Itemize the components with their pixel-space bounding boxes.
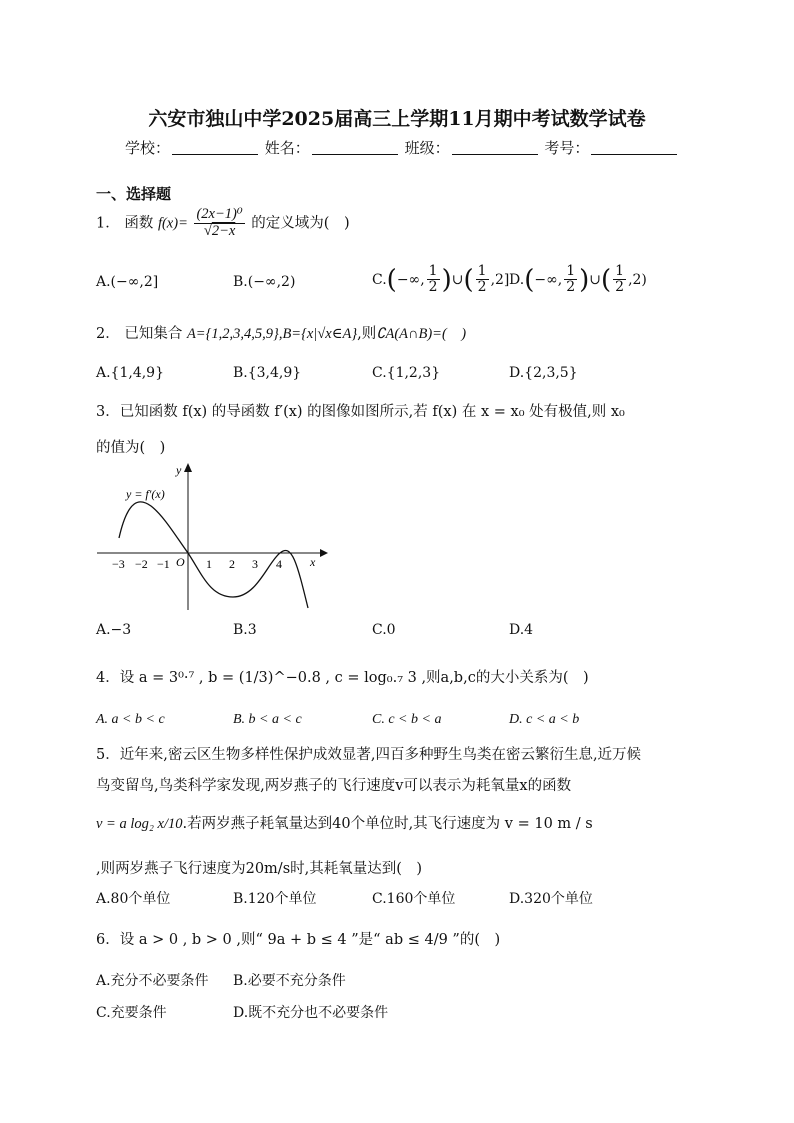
q1-numerator: (2x−1)⁰ [196,206,243,222]
q1-tail: 的定义域为( ) [251,215,350,232]
tick-neg1: −1 [157,557,170,571]
question-2 [96,322,466,343]
graph-x-label: x [310,555,316,569]
q3-option-b[interactable]: B.3 [233,622,257,638]
q2-text-b: ,B= [278,326,302,342]
q3-option-c[interactable]: C.0 [372,622,396,638]
q2-text-a: 已知集合 [124,326,183,342]
q3-line-2: 的值为( ) [96,440,166,456]
q5-option-b[interactable]: B.120个单位 [233,891,317,907]
q1-d-half2-den: 2 [615,279,625,296]
q6-text: 设 a > 0 , b > 0 ,则“ 9a + b ≤ 4 ”是“ ab ≤ 4/9 ”的( ) [119,932,501,948]
q2-option-a[interactable]: A.{1,4,9} [96,365,164,381]
q1-d-label: D. [509,271,525,288]
derivative-graph [92,458,332,618]
question-4 [96,666,589,687]
q4-number: 4． [96,670,120,686]
q5-text-1: 近年来,密云区生物多样性保护成效显著,四百多种野生鸟类在密云繁衍生息,近万候 [119,747,642,763]
q1-c-label: C. [372,271,387,288]
q2-option-c[interactable]: C.{1,2,3} [372,365,441,381]
q5-option-d[interactable]: D.320个单位 [509,891,593,907]
q1-d-cup: ∪ [589,271,601,288]
q1-option-b[interactable]: B.(−∞,2) [233,274,296,290]
name-label: 姓名： [264,139,310,157]
q1-c-cup: ∪ [451,271,464,288]
q1-c-half-num: 1 [428,263,438,279]
q6-option-b[interactable]: B.必要不充分条件 [233,973,346,989]
q5-line-2: 鸟变留鸟,鸟类科学家发现,两岁燕子的飞行速度v可以表示为耗氧量x的函数 [96,778,572,794]
q1-number: 1． [96,215,120,232]
graph-origin: O [176,555,185,569]
school-blank[interactable] [172,140,258,155]
q1-option-a[interactable]: A.(−∞,2] [96,274,159,290]
q2-option-b[interactable]: B.{3,4,9} [233,365,302,381]
q1-d-left: −∞, [534,271,563,288]
question-1 [96,207,350,240]
name-blank[interactable] [312,140,398,155]
q1-d-half-den: 2 [566,279,576,296]
q1-option-c[interactable]: C.(−∞, $\frac{1}{2}$ )∪( $\frac{1}{2}$ ,2] [372,263,510,296]
q5-line-4: ,则两岁燕子飞行速度为20m/s时,其耗氧量达到( ) [96,861,423,877]
q1-d-half-num: 1 [566,263,576,279]
q6-number: 6． [96,932,120,948]
q5-formula: v = a log₂ x/10 [96,816,183,832]
tick-2: 2 [229,557,235,571]
graph-y-label: y [176,463,182,477]
q1-fx: f(x)= [157,215,188,232]
q1-d-half2-num: 1 [615,263,625,279]
x-axis-arrow [320,549,328,557]
number-label: 考号： [544,139,590,157]
q1-c-right: ,2] [490,271,510,288]
q1-d-right: ,2) [628,271,647,288]
q3-option-a[interactable]: A.−3 [96,622,132,638]
q4-option-a[interactable]: A. a < b < c [96,712,165,727]
q6-option-c[interactable]: C.充要条件 [96,1005,167,1021]
q3-option-d[interactable]: D.4 [509,622,534,638]
q2-number: 2． [96,326,120,342]
q1-fraction [194,207,244,240]
y-axis-arrow [184,463,192,472]
q5-option-a[interactable]: A.80个单位 [96,891,171,907]
q2-set-a: A={1,2,3,4,5,9} [186,326,279,342]
question-6 [96,928,500,949]
q1-c-half-den: 2 [428,279,438,296]
school-label: 学校： [125,139,171,157]
q5-number: 5． [96,747,120,763]
q3-number: 3． [96,404,120,420]
q5-text-3: .若两岁燕子耗氧量达到40个单位时,其飞行速度为 v = 10 m / s [182,816,593,832]
q2-set-b: {x|√x∈A} [301,326,358,342]
number-blank[interactable] [591,140,677,155]
q2-text-c: ,则 [357,326,377,342]
q3-line-1 [96,400,625,421]
q1-c-left: −∞, [396,271,425,288]
graph-curve-label: y = f′(x) [126,487,165,501]
page-title: 六安市独山中学2025届高三上学期11月期中考试数学试卷 [148,108,646,130]
q4-option-b[interactable]: B. b < a < c [233,712,302,727]
q1-c-half2-den: 2 [477,279,487,296]
tick-1: 1 [206,557,212,571]
tick-3: 3 [252,557,258,571]
tick-4: 4 [276,557,282,571]
q2-complement: ∁A(A∩B)=( ) [376,326,467,342]
q6-option-d[interactable]: D.既不充分也不必要条件 [233,1005,389,1021]
class-label: 班级： [404,139,450,157]
q1-c-half2-num: 1 [477,263,487,279]
q1-lead: 函数 [124,215,154,232]
q2-option-d[interactable]: D.{2,3,5} [509,365,578,381]
q5-line-3 [96,812,593,833]
class-blank[interactable] [452,140,538,155]
section-heading: 一、选择题 [96,185,172,203]
derivative-curve [119,502,308,608]
student-info-line [125,137,679,158]
tick-neg2: −2 [135,557,148,571]
q5-line-1 [96,743,641,764]
q6-option-a[interactable]: A.充分不必要条件 [96,973,209,989]
q1-denominator: √2−x [203,222,236,239]
q4-option-d[interactable]: D. c < a < b [509,712,580,727]
q3-text-1: 已知函数 f(x) 的导函数 f′(x) 的图像如图所示,若 f(x) 在 x = x₀ 处有极值,则 x₀ [119,404,625,420]
q1-option-d[interactable]: D.(−∞, $\frac{1}{2}$ )∪( $\frac{1}{2}$ ,2) [509,263,647,296]
q4-text: 设 a = 3⁰·⁷ , b = (1/3)^−0.8 , c = log₀.₇ 3 ,则a,b,c的大小关系为( ) [119,670,589,686]
q5-option-c[interactable]: C.160个单位 [372,891,456,907]
q4-option-c[interactable]: C. c < b < a [372,712,442,727]
tick-neg3: −3 [112,557,125,571]
